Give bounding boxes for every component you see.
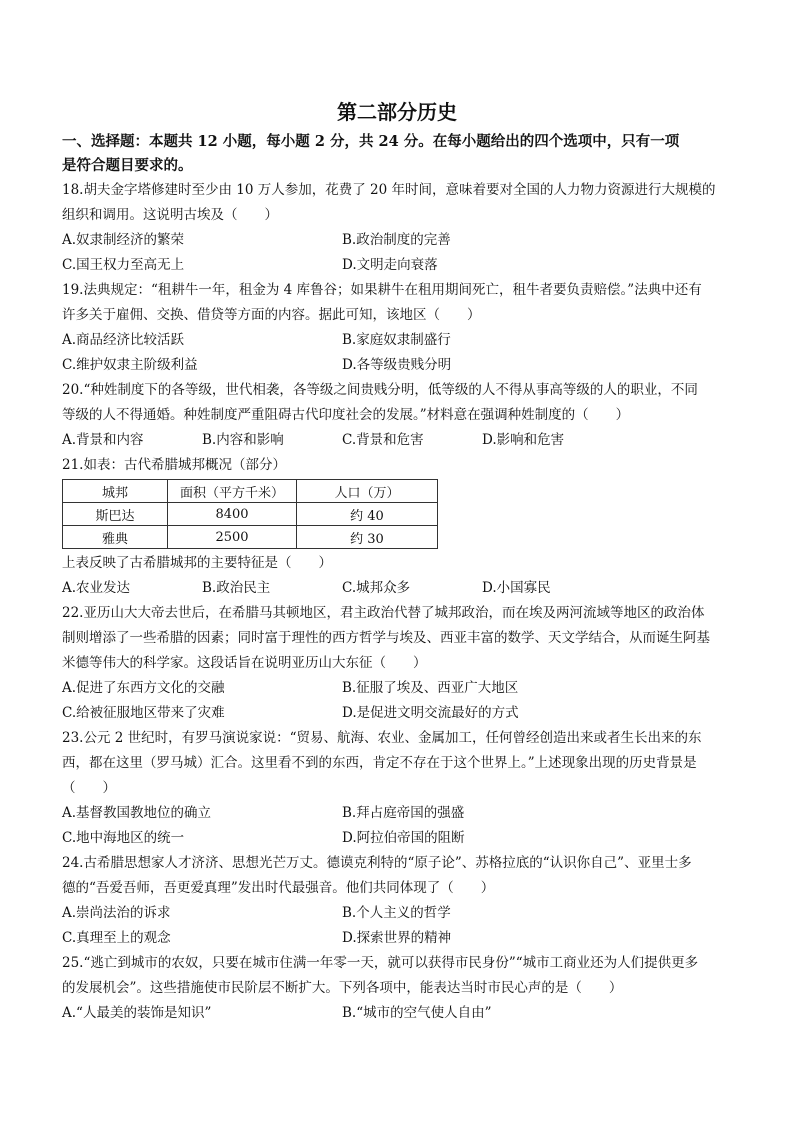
option-b[interactable]: B.“城市的空气使人自由” <box>342 1005 492 1021</box>
city-state-table <box>62 479 438 549</box>
question-text-line: 18.胡夫金字塔修建时至少由 10 万人参加，花费了 20 年时间，意味着要对全国的人力物力资源进行大规模的 <box>62 182 716 198</box>
section-instructions <box>62 130 742 178</box>
question-text-line: 德的“吾爱吾师，吾更爱真理”发出时代最强音。他们共同体现了（ ） <box>62 880 495 896</box>
question-24 <box>62 851 742 951</box>
option-a[interactable]: A.促进了东西方文化的交融 <box>62 680 225 696</box>
question-text-line: 19.法典规定：“租耕牛一年，租金为 4 库鲁谷；如果耕牛在租用期间死亡，租牛者要负责赔偿。”法典中还有 <box>62 282 702 298</box>
option-d[interactable]: D.各等级贵贱分明 <box>342 357 452 373</box>
table-header-cell: 城邦 <box>63 480 168 503</box>
option-a[interactable]: A.“人最美的装饰是知识” <box>62 1005 212 1021</box>
option-c[interactable]: C.背景和危害 <box>342 432 424 448</box>
option-c[interactable]: C.国王权力至高无上 <box>62 257 185 273</box>
option-b[interactable]: B.内容和影响 <box>202 432 284 448</box>
table-cell: 8400 <box>168 503 297 526</box>
option-d[interactable]: D.小国寡民 <box>482 580 551 596</box>
section-line-2: 是符合题目要求的。 <box>62 157 193 174</box>
question-25 <box>62 951 742 1026</box>
option-a[interactable]: A.背景和内容 <box>62 432 144 448</box>
option-b[interactable]: B.家庭奴隶制盛行 <box>342 332 451 348</box>
table-cell: 斯巴达 <box>63 503 168 526</box>
option-b[interactable]: B.拜占庭帝国的强盛 <box>342 805 465 821</box>
page-title: 第二部分历史 <box>337 100 457 124</box>
section-line-1: 一、选择题：本题共 12 小题，每小题 2 分，共 24 分。在每小题给出的四个选项中，只有一项 <box>62 133 680 150</box>
table-header-row <box>63 480 438 503</box>
question-text-line: （ ） <box>62 780 116 796</box>
option-b[interactable]: B.个人主义的哲学 <box>342 905 451 921</box>
option-a[interactable]: A.农业发达 <box>62 580 131 596</box>
option-d[interactable]: D.是促进文明交流最好的方式 <box>342 705 519 721</box>
question-text-line: 21.如表：古代希腊城邦概况（部分） <box>62 457 286 473</box>
option-c[interactable]: C.给被征服地区带来了灾难 <box>62 705 225 721</box>
table-cell: 约 30 <box>297 526 438 549</box>
question-text-line: 22.亚历山大大帝去世后，在希腊马其顿地区，君主政治代替了城邦政治，而在埃及两河流域等地区的政治体 <box>62 605 705 621</box>
option-d[interactable]: D.文明走向衰落 <box>342 257 438 273</box>
question-text-line: 西，都在这里（罗马城）汇合。这里看不到的东西，肯定不存在于这个世界上。”上述现象出现的历史背景是 <box>62 755 697 771</box>
option-c[interactable]: C.维护奴隶主阶级利益 <box>62 357 198 373</box>
table-row <box>63 526 438 549</box>
question-list <box>62 178 742 1026</box>
question-text-line: 制则增添了一些希腊的因素；同时富于理性的西方哲学与埃及、西亚丰富的数学、天文学结合，从而诞生阿基 <box>62 630 710 646</box>
question-text-line: 20.“种姓制度下的各等级，世代相袭，各等级之间贵贱分明，低等级的人不得从事高等级的人的职业，不同 <box>62 382 698 398</box>
option-c[interactable]: C.真理至上的观念 <box>62 930 171 946</box>
table-row <box>63 503 438 526</box>
question-22 <box>62 601 742 726</box>
option-b[interactable]: B.征服了埃及、西亚广大地区 <box>342 680 519 696</box>
question-text-line: 24.古希腊思想家人才济济、思想光芒万丈。德谟克利特的“原子论”、苏格拉底的“认识你自己”、亚里士多 <box>62 855 692 871</box>
question-text-line: 的发展机会”。这些措施使市民阶层不断扩大。下列各项中，能表达当时市民心声的是（ ） <box>62 980 623 996</box>
question-text-line: 许多关于雇佣、交换、借贷等方面的内容。据此可知，该地区（ ） <box>62 307 481 323</box>
question-text-line: 上表反映了古希腊城邦的主要特征是（ ） <box>62 555 332 571</box>
option-d[interactable]: D.阿拉伯帝国的阻断 <box>342 830 465 846</box>
option-b[interactable]: B.政治制度的完善 <box>342 232 451 248</box>
option-a[interactable]: A.基督教国教地位的确立 <box>62 805 212 821</box>
option-a[interactable]: A.崇尚法治的诉求 <box>62 905 171 921</box>
question-text-line: 25.“逃亡到城市的农奴，只要在城市住满一年零一天，就可以获得市民身份”“城市工商业还为人们提供更多 <box>62 955 699 971</box>
question-text-line: 等级的人不得通婚。种姓制度严重阻碍古代印度社会的发展。”材料意在强调种姓制度的（ ） <box>62 407 630 423</box>
table-cell: 雅典 <box>63 526 168 549</box>
question-23 <box>62 726 742 851</box>
table-header-cell: 人口（万） <box>297 480 438 503</box>
option-a[interactable]: A.商品经济比较活跃 <box>62 332 185 348</box>
question-text-line: 米德等伟大的科学家。这段话旨在说明亚历山大东征（ ） <box>62 655 427 671</box>
option-b[interactable]: B.政治民主 <box>202 580 271 596</box>
table-cell: 约 40 <box>297 503 438 526</box>
question-text-line: 组织和调用。这说明古埃及（ ） <box>62 207 278 223</box>
question-text-line: 23.公元 2 世纪时，有罗马演说家说：“贸易、航海、农业、金属加工，任何曾经创造出来或者生长出来的东 <box>62 730 702 746</box>
question-18 <box>62 178 742 278</box>
option-d[interactable]: D.影响和危害 <box>482 432 565 448</box>
table-header-cell: 面积（平方千米） <box>168 480 297 503</box>
option-a[interactable]: A.奴隶制经济的繁荣 <box>62 232 185 248</box>
question-21 <box>62 453 742 601</box>
option-c[interactable]: C.地中海地区的统一 <box>62 830 185 846</box>
option-d[interactable]: D.探索世界的精神 <box>342 930 452 946</box>
question-20 <box>62 378 742 453</box>
option-c[interactable]: C.城邦众多 <box>342 580 411 596</box>
table-cell: 2500 <box>168 526 297 549</box>
question-19 <box>62 278 742 378</box>
